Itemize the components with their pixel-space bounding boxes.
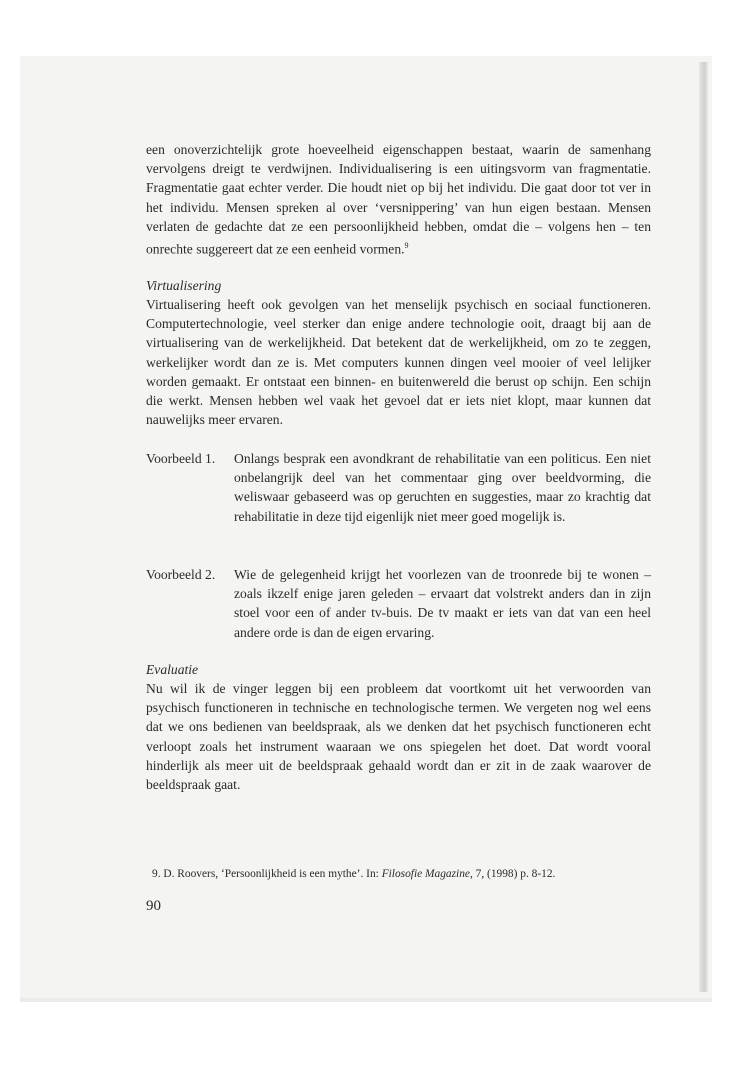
- paragraph-virtualisering: Virtualisering heeft ook gevolgen van het menselijk psychisch en sociaal functioneren. Computertechnologie, veel sterker dan enige andere technologie ooit, draagt bij aan de virtualisering van de werkelijkheid. Dat betekent dat de werkelijkheid, om zo te zeggen, werkelijker wordt dan ze is. Met computers kunnen dingen veel mooier of veel lelijker worden gemaakt. Er ontstaat een binnen- en buitenwereld die berust op schijn. Een schijn die werkt. Mensen hebben wel vaak het gevoel dat er iets niet klopt, maar kunnen dat nauwelijks meer ervaren.: [146, 297, 651, 428]
- example-1-label: Voorbeeld 1.: [146, 451, 216, 466]
- example-2-text: Wie de gelegenheid krijgt het voorlezen van de troonrede bij te wonen – zoals ikzelf enige jaren geleden – ervaart dat volstrekt anders dan in zijn stoel voor een of ander tv-buis. De tv maakt er iets van dat van een heel andere orde is dan de eigen ervaring.: [234, 567, 651, 640]
- page-bottom-edge: [20, 998, 712, 1002]
- footnote-pre: 9. D. Roovers, ‘Persoonlijkheid is een mythe’. In:: [152, 868, 382, 880]
- page-number: 90: [146, 898, 161, 914]
- footnote: [152, 866, 555, 882]
- example-1: [146, 449, 651, 526]
- paragraph-intro: [146, 140, 651, 259]
- page-edge: [699, 62, 708, 992]
- paragraph-intro-text: een onoverzichtelijk grote hoeveelheid eigenschappen bestaat, waarin de samenhang vervolgens dreigt te verdwijnen. Individualisering is een uitingsvorm van fragmentatie. Fragmentatie gaat echter verder. Die houdt niet op bij het individu. Die gaat door tot ver in het individu. Mensen spreken al over ‘versnippering’ van hun eigen bestaan. Mensen verlaten de gedachte dat ze een persoonlijkheid hebben, omdat die – volgens hen – ten onrechte suggereert dat ze een eenheid vormen.: [146, 142, 651, 257]
- heading-virtualisering: Virtualisering: [146, 278, 222, 293]
- example-2: [146, 565, 651, 642]
- footnote-reference: 9: [404, 241, 409, 251]
- footnote-journal: Filosofie Magazine,: [381, 868, 473, 880]
- example-1-text: Onlangs besprak een avondkrant de rehabilitatie van een politicus. Een niet onbelangrijk deel van het commentaar ging over beeldvorming, die weliswaar gebaseerd was op geruchten en suggesties, maar zo krachtig dat rehabilitatie in deze tijd eigenlijk niet meer goed mogelijk is.: [234, 451, 651, 524]
- footnote-post: 7, (1998) p. 8-12.: [472, 868, 556, 880]
- paragraph-evaluatie: Nu wil ik de vinger leggen bij een probleem dat voortkomt uit het verwoorden van psychisch functioneren in technische en technologische termen. We vergeten nog wel eens dat we ons bedienen van beeldspraak, als we denken dat het psychisch functioneren echt verloopt zoals het instrument waaraan we ons spiegelen het doet. Dat wordt vooral hinderlijk als meer uit de beeldspraak gehaald wordt dan er zit in de zaak waarover de beeldspraak gaat.: [146, 681, 651, 793]
- heading-evaluatie: Evaluatie: [146, 662, 199, 677]
- example-2-label: Voorbeeld 2.: [146, 567, 216, 582]
